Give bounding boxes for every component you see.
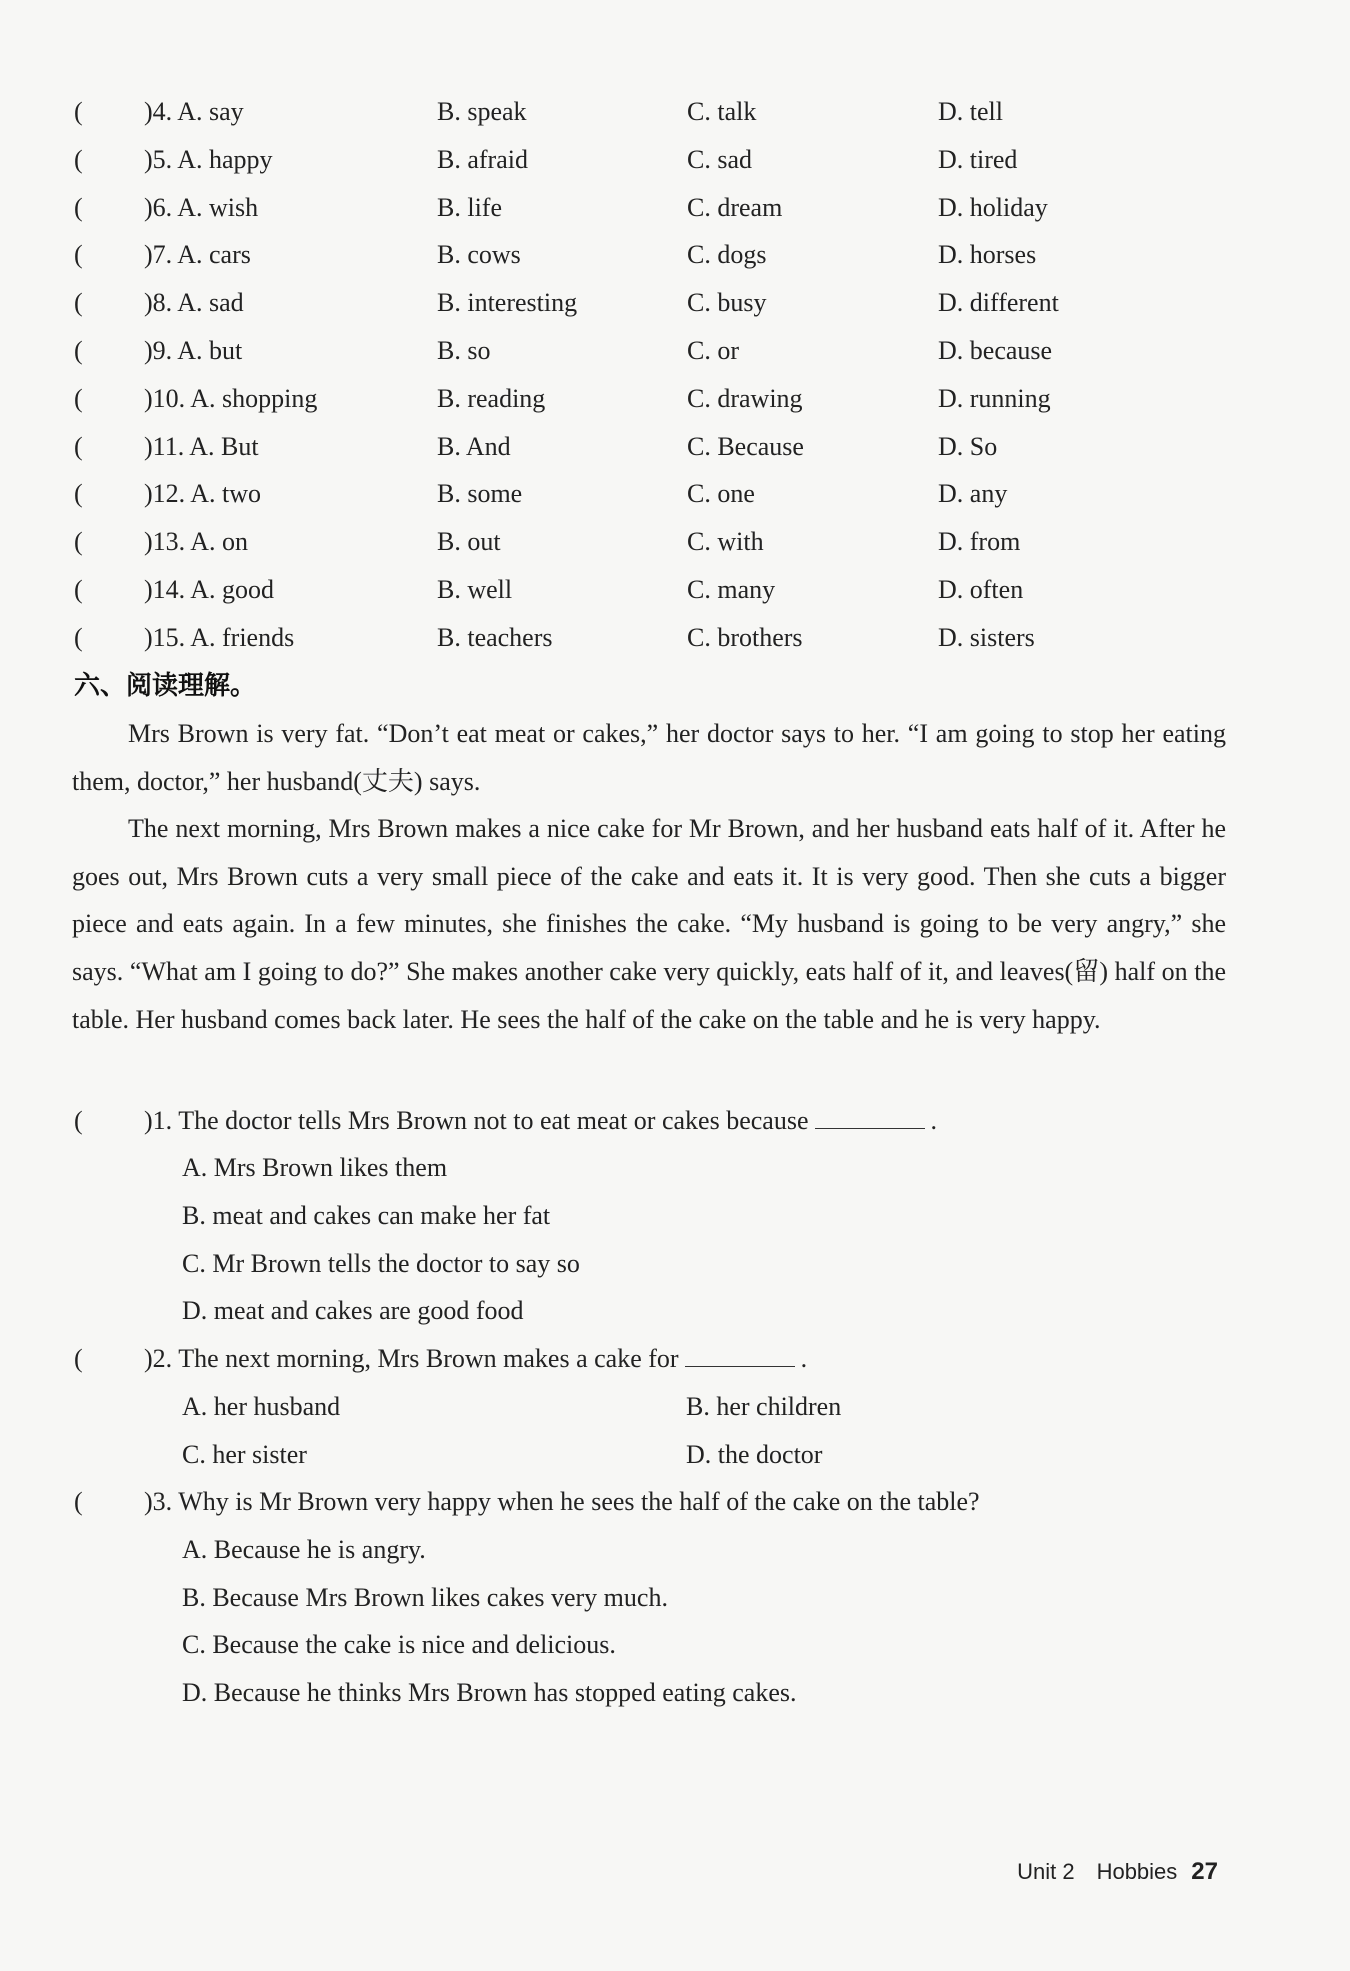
answer-bracket[interactable]: ( [74, 383, 83, 413]
stem-end: . [800, 1344, 808, 1373]
option-d: D. the doctor [686, 1440, 823, 1469]
reading-passage [72, 710, 1226, 1043]
section-title: 六、阅读理解。 [74, 671, 257, 701]
option-b: B. cows [437, 240, 521, 270]
answer-bracket[interactable]: ( [74, 144, 83, 174]
option-b: B. teachers [437, 622, 553, 652]
option-a: )12. A. two [144, 479, 261, 509]
option-a: A. her husband [182, 1392, 341, 1421]
option-d: D. any [938, 479, 1008, 509]
answer-bracket[interactable]: ( [74, 288, 83, 318]
option-b: B. Because Mrs Brown likes cakes very much. [182, 1583, 668, 1612]
option-d: D. holiday [938, 192, 1048, 222]
passage-paragraph: Mrs Brown is very fat. “Don’t eat meat or cakes,” her doctor says to her. “I am going to stop her eating them, doctor,” her husband(丈夫) says. [72, 719, 1226, 796]
passage-paragraph: The next morning, Mrs Brown makes a nice cake for Mr Brown, and her husband eats half of it. After he goes out, Mrs Brown cuts a very small piece of the cake and eats it. It is very good. Then she cuts a bigger piece and eats again. In a few minutes, she finishes the cake. “My husband is going to be very angry,” she says. “What am I going to do?” She makes another cake very quickly, eats half of it, and leaves(留) half on the table. Her husband comes back later. He sees the half of the cake on the table and he is very happy. [72, 814, 1226, 1034]
option-d: D. running [938, 383, 1051, 413]
stem-end: . [930, 1106, 937, 1135]
option-c: C. one [687, 479, 755, 509]
option-a: )14. A. good [144, 575, 274, 604]
page-number: 27 [1191, 1858, 1218, 1885]
option-b: B. afraid [437, 144, 528, 174]
option-d: D. from [938, 527, 1021, 557]
option-b: B. well [437, 575, 513, 604]
answer-bracket[interactable]: ( [74, 622, 83, 652]
option-c: C. many [687, 575, 776, 604]
option-d: D. Because he thinks Mrs Brown has stopped eating cakes. [182, 1678, 797, 1707]
question-3 [0, 1482, 1350, 1522]
cloze-item [0, 522, 1350, 562]
answer-bracket[interactable]: ( [74, 192, 83, 222]
option-a: )15. A. friends [144, 622, 295, 652]
option-d: D. often [938, 575, 1024, 604]
option-b: B. reading [437, 383, 546, 413]
option-a: )13. A. on [144, 527, 248, 557]
option-d: D. sisters [938, 622, 1035, 652]
option-b: B. so [437, 336, 491, 365]
stem-text: )1. The doctor tells Mrs Brown not to eat meat or cakes because [144, 1106, 809, 1135]
question-stem: )3. Why is Mr Brown very happy when he sees the half of the cake on the table? [144, 1487, 980, 1516]
option-a: )7. A. cars [144, 240, 251, 270]
answer-bracket[interactable]: ( [74, 575, 83, 604]
answer-bracket[interactable]: ( [74, 1106, 83, 1135]
topic-label: Hobbies [1096, 1859, 1178, 1884]
stem-text: )2. The next morning, Mrs Brown makes a cake for [144, 1344, 679, 1373]
option-c: C. or [687, 336, 739, 365]
option-c: C. her sister [182, 1440, 307, 1469]
option-b: B. interesting [437, 288, 578, 318]
option-c: C. busy [687, 288, 767, 318]
page-footer [1017, 1857, 1218, 1887]
cloze-item [0, 235, 1350, 275]
option-a: )11. A. But [144, 431, 259, 461]
answer-bracket[interactable]: ( [74, 97, 83, 126]
answer-blank[interactable] [815, 1102, 925, 1129]
cloze-item [0, 618, 1350, 658]
answer-bracket[interactable]: ( [74, 479, 83, 509]
option-d: D. tell [938, 97, 1003, 126]
answer-bracket[interactable]: ( [74, 1344, 83, 1373]
option-d: D. different [938, 288, 1059, 318]
option-d: D. horses [938, 240, 1037, 270]
option-c: C. Because [687, 431, 804, 461]
cloze-item [0, 427, 1350, 467]
option-c: C. drawing [687, 383, 803, 413]
option-b: B. out [437, 527, 501, 557]
answer-blank[interactable] [685, 1340, 795, 1367]
option-b: B. some [437, 479, 523, 509]
option-c: C. Because the cake is nice and delicious. [182, 1630, 616, 1659]
cloze-item [0, 570, 1350, 610]
option-c: C. brothers [687, 622, 803, 652]
answer-bracket[interactable]: ( [74, 1487, 83, 1516]
option-b: B. speak [437, 97, 527, 126]
option-a: )5. A. happy [144, 144, 273, 174]
option-d: D. So [938, 431, 998, 461]
cloze-item [0, 92, 1350, 132]
question-stem [144, 1339, 807, 1379]
cloze-item [0, 379, 1350, 419]
option-b: B. And [437, 431, 511, 461]
answer-bracket[interactable]: ( [74, 240, 83, 270]
question-stem [144, 1101, 937, 1141]
option-a: )8. A. sad [144, 288, 244, 318]
cloze-item [0, 188, 1350, 228]
answer-bracket[interactable]: ( [74, 527, 83, 557]
option-c: C. dogs [687, 240, 767, 270]
option-a: )9. A. but [144, 336, 243, 365]
option-a: A. Because he is angry. [182, 1535, 426, 1564]
option-d: D. meat and cakes are good food [182, 1296, 524, 1325]
option-c: C. dream [687, 192, 783, 222]
question-2 [0, 1339, 1350, 1379]
option-c: C. sad [687, 144, 752, 174]
option-a: )4. A. say [144, 97, 244, 126]
option-a: )6. A. wish [144, 192, 259, 222]
option-b: B. life [437, 192, 502, 222]
option-a: A. Mrs Brown likes them [182, 1153, 448, 1182]
cloze-item [0, 140, 1350, 180]
option-b: B. meat and cakes can make her fat [182, 1201, 551, 1230]
option-d: D. tired [938, 144, 1018, 174]
option-b: B. her children [686, 1392, 842, 1421]
option-c: C. talk [687, 97, 757, 126]
unit-label: Unit 2 [1017, 1859, 1075, 1884]
option-c: C. with [687, 527, 764, 557]
option-c: C. Mr Brown tells the doctor to say so [182, 1249, 580, 1278]
question-1 [0, 1101, 1350, 1141]
answer-bracket[interactable]: ( [74, 431, 83, 461]
cloze-item [0, 331, 1350, 371]
answer-bracket[interactable]: ( [74, 336, 83, 365]
cloze-item [0, 283, 1350, 323]
option-d: D. because [938, 336, 1053, 365]
cloze-item [0, 474, 1350, 514]
option-a: )10. A. shopping [144, 383, 318, 413]
